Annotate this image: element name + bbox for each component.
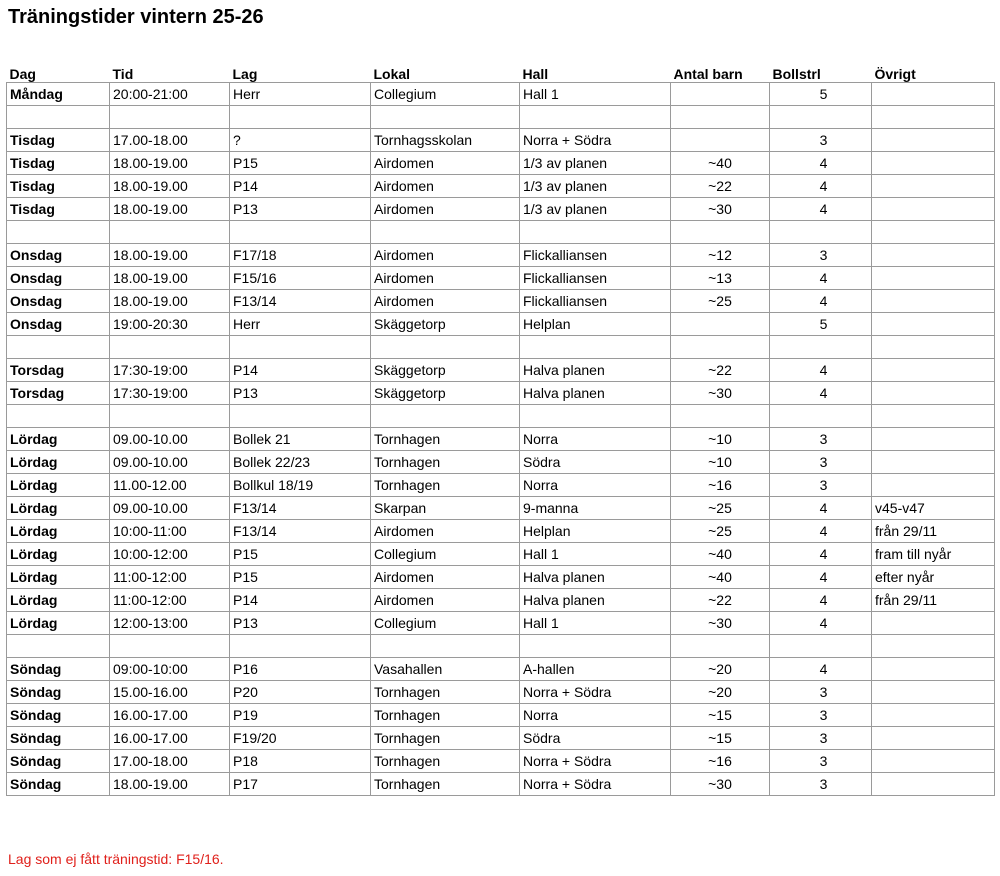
cell-antal-barn: ~25 (671, 290, 770, 313)
cell-lokal: Tornhagen (371, 474, 520, 497)
cell-lokal: Collegium (371, 543, 520, 566)
cell-tid (110, 336, 230, 359)
cell-ovrigt (872, 290, 995, 313)
cell-antal-barn: ~15 (671, 727, 770, 750)
cell-hall: Halva planen (520, 359, 671, 382)
cell-lokal: Tornhagen (371, 750, 520, 773)
cell-hall: Halva planen (520, 589, 671, 612)
cell-lokal: Skäggetorp (371, 359, 520, 382)
cell-tid: 18.00-19.00 (110, 773, 230, 796)
cell-hall: Norra + Södra (520, 773, 671, 796)
cell-lokal: Airdomen (371, 198, 520, 221)
cell-hall: Norra (520, 704, 671, 727)
cell-ovrigt (872, 451, 995, 474)
cell-antal-barn: ~22 (671, 589, 770, 612)
cell-hall: Norra + Södra (520, 750, 671, 773)
cell-hall: 1/3 av planen (520, 198, 671, 221)
cell-tid: 18.00-19.00 (110, 290, 230, 313)
cell-dag: Söndag (7, 681, 110, 704)
cell-ovrigt (872, 681, 995, 704)
cell-tid: 19:00-20:30 (110, 313, 230, 336)
cell-bollstrl: 5 (770, 313, 872, 336)
cell-ovrigt (872, 336, 995, 359)
cell-ovrigt (872, 129, 995, 152)
cell-bollstrl: 3 (770, 428, 872, 451)
cell-ovrigt (872, 267, 995, 290)
cell-tid: 17.00-18.00 (110, 750, 230, 773)
cell-lokal (371, 336, 520, 359)
cell-tid: 11:00-12:00 (110, 566, 230, 589)
cell-tid: 10:00-11:00 (110, 520, 230, 543)
cell-tid (110, 635, 230, 658)
cell-bollstrl: 3 (770, 727, 872, 750)
table-row (7, 290, 995, 313)
column-header-hall: Hall (522, 66, 549, 82)
cell-tid: 18.00-19.00 (110, 152, 230, 175)
cell-dag (7, 221, 110, 244)
cell-hall (520, 635, 671, 658)
table-row (7, 175, 995, 198)
cell-lag: F13/14 (230, 497, 371, 520)
cell-bollstrl: 5 (770, 83, 872, 106)
cell-hall: Hall 1 (520, 543, 671, 566)
cell-lag: Herr (230, 83, 371, 106)
cell-lokal (371, 635, 520, 658)
cell-antal-barn: ~16 (671, 750, 770, 773)
cell-dag: Lördag (7, 543, 110, 566)
cell-dag: Söndag (7, 773, 110, 796)
cell-ovrigt (872, 704, 995, 727)
cell-bollstrl: 3 (770, 451, 872, 474)
cell-hall: Norra (520, 474, 671, 497)
cell-hall: Södra (520, 727, 671, 750)
cell-tid: 18.00-19.00 (110, 244, 230, 267)
cell-ovrigt (872, 405, 995, 428)
cell-dag: Tisdag (7, 198, 110, 221)
table-row (7, 267, 995, 290)
cell-lag: P15 (230, 566, 371, 589)
cell-hall (520, 405, 671, 428)
cell-ovrigt: v45-v47 (872, 497, 995, 520)
cell-lag: P14 (230, 359, 371, 382)
cell-tid: 09.00-10.00 (110, 428, 230, 451)
cell-bollstrl: 4 (770, 520, 872, 543)
cell-ovrigt (872, 428, 995, 451)
cell-bollstrl: 4 (770, 658, 872, 681)
table-row (7, 589, 995, 612)
cell-dag: Tisdag (7, 129, 110, 152)
cell-tid: 10:00-12:00 (110, 543, 230, 566)
cell-ovrigt (872, 612, 995, 635)
cell-dag: Lördag (7, 497, 110, 520)
table-row (7, 773, 995, 796)
column-header-lag: Lag (232, 66, 258, 82)
column-header-antal-barn: Antal barn (673, 66, 743, 82)
cell-lag: Bollkul 18/19 (230, 474, 371, 497)
cell-ovrigt (872, 198, 995, 221)
cell-dag: Onsdag (7, 267, 110, 290)
table-row (7, 129, 995, 152)
column-header-lokal: Lokal (373, 66, 411, 82)
column-header-ovrigt: Övrigt (874, 66, 916, 82)
cell-bollstrl: 4 (770, 290, 872, 313)
cell-tid: 16.00-17.00 (110, 727, 230, 750)
cell-ovrigt (872, 635, 995, 658)
table-row (7, 566, 995, 589)
cell-lag: P20 (230, 681, 371, 704)
table-row (7, 750, 995, 773)
table-row (7, 658, 995, 681)
cell-antal-barn: ~15 (671, 704, 770, 727)
cell-antal-barn: ~13 (671, 267, 770, 290)
cell-lokal: Vasahallen (371, 658, 520, 681)
cell-antal-barn (671, 313, 770, 336)
cell-antal-barn (671, 405, 770, 428)
cell-antal-barn: ~25 (671, 497, 770, 520)
column-header-tid: Tid (112, 66, 134, 82)
cell-ovrigt (872, 313, 995, 336)
cell-tid: 17:30-19:00 (110, 359, 230, 382)
table-row (7, 359, 995, 382)
cell-ovrigt: efter nyår (872, 566, 995, 589)
cell-lag: P17 (230, 773, 371, 796)
spacer-row (7, 635, 995, 658)
cell-lokal: Tornhagen (371, 704, 520, 727)
cell-dag: Söndag (7, 727, 110, 750)
cell-antal-barn: ~22 (671, 175, 770, 198)
cell-dag: Lördag (7, 612, 110, 635)
cell-antal-barn: ~16 (671, 474, 770, 497)
cell-bollstrl (770, 635, 872, 658)
spacer-row (7, 405, 995, 428)
cell-bollstrl: 4 (770, 566, 872, 589)
cell-bollstrl: 3 (770, 773, 872, 796)
cell-dag: Lördag (7, 451, 110, 474)
cell-hall: Halva planen (520, 382, 671, 405)
cell-tid (110, 221, 230, 244)
table-row (7, 451, 995, 474)
cell-lag (230, 221, 371, 244)
cell-lag (230, 405, 371, 428)
cell-tid: 18.00-19.00 (110, 175, 230, 198)
cell-dag: Måndag (7, 83, 110, 106)
cell-antal-barn: ~25 (671, 520, 770, 543)
cell-hall: Norra + Södra (520, 681, 671, 704)
cell-hall: A-hallen (520, 658, 671, 681)
cell-dag (7, 106, 110, 129)
cell-ovrigt: från 29/11 (872, 520, 995, 543)
cell-dag (7, 336, 110, 359)
cell-ovrigt (872, 658, 995, 681)
column-header-bollstrl: Bollstrl (772, 66, 821, 82)
cell-antal-barn (671, 221, 770, 244)
table-row (7, 198, 995, 221)
cell-dag: Lördag (7, 474, 110, 497)
cell-dag: Torsdag (7, 359, 110, 382)
cell-antal-barn (671, 336, 770, 359)
cell-lokal: Airdomen (371, 244, 520, 267)
cell-bollstrl: 3 (770, 244, 872, 267)
cell-bollstrl: 3 (770, 474, 872, 497)
cell-lokal: Skarpan (371, 497, 520, 520)
cell-lag: F19/20 (230, 727, 371, 750)
cell-lokal: Tornhagsskolan (371, 129, 520, 152)
cell-hall: 9-manna (520, 497, 671, 520)
cell-ovrigt (872, 474, 995, 497)
cell-ovrigt (872, 152, 995, 175)
cell-ovrigt (872, 106, 995, 129)
cell-lag (230, 635, 371, 658)
schedule-table (6, 60, 995, 796)
cell-ovrigt (872, 359, 995, 382)
cell-bollstrl (770, 336, 872, 359)
cell-dag: Torsdag (7, 382, 110, 405)
cell-tid: 17:30-19:00 (110, 382, 230, 405)
cell-hall: Hall 1 (520, 83, 671, 106)
cell-lag: P15 (230, 152, 371, 175)
cell-tid: 16.00-17.00 (110, 704, 230, 727)
cell-lokal: Tornhagen (371, 727, 520, 750)
cell-tid: 09:00-10:00 (110, 658, 230, 681)
cell-hall: Norra (520, 428, 671, 451)
cell-antal-barn: ~20 (671, 658, 770, 681)
cell-lokal (371, 106, 520, 129)
document-title: Träningstider vintern 25-26 (8, 6, 264, 28)
cell-bollstrl: 4 (770, 589, 872, 612)
cell-lag: P14 (230, 589, 371, 612)
cell-lag (230, 336, 371, 359)
table-row (7, 382, 995, 405)
cell-lokal: Airdomen (371, 589, 520, 612)
cell-tid: 11:00-12:00 (110, 589, 230, 612)
table-row (7, 313, 995, 336)
cell-lokal (371, 405, 520, 428)
table-row (7, 727, 995, 750)
cell-tid: 12:00-13:00 (110, 612, 230, 635)
cell-tid: 09.00-10.00 (110, 497, 230, 520)
footnote-unscheduled-teams: Lag som ej fått träningstid: F15/16. (8, 851, 224, 867)
cell-dag: Onsdag (7, 244, 110, 267)
cell-bollstrl: 4 (770, 497, 872, 520)
cell-tid (110, 106, 230, 129)
cell-tid: 09.00-10.00 (110, 451, 230, 474)
table-row (7, 152, 995, 175)
cell-lokal: Tornhagen (371, 451, 520, 474)
cell-antal-barn: ~12 (671, 244, 770, 267)
cell-ovrigt (872, 244, 995, 267)
table-row (7, 520, 995, 543)
cell-tid: 11.00-12.00 (110, 474, 230, 497)
cell-bollstrl: 3 (770, 704, 872, 727)
cell-lokal: Airdomen (371, 566, 520, 589)
cell-ovrigt (872, 750, 995, 773)
cell-dag: Lördag (7, 566, 110, 589)
cell-bollstrl: 4 (770, 612, 872, 635)
cell-lag: F13/14 (230, 290, 371, 313)
cell-ovrigt: från 29/11 (872, 589, 995, 612)
cell-lag: P14 (230, 175, 371, 198)
cell-ovrigt (872, 175, 995, 198)
cell-hall: Flickalliansen (520, 267, 671, 290)
cell-bollstrl: 4 (770, 543, 872, 566)
cell-lag: P16 (230, 658, 371, 681)
cell-antal-barn: ~30 (671, 382, 770, 405)
cell-dag: Tisdag (7, 175, 110, 198)
cell-hall: Helplan (520, 313, 671, 336)
cell-antal-barn: ~30 (671, 198, 770, 221)
cell-bollstrl: 4 (770, 152, 872, 175)
cell-dag: Onsdag (7, 313, 110, 336)
cell-ovrigt (872, 382, 995, 405)
cell-antal-barn: ~40 (671, 543, 770, 566)
cell-lokal: Tornhagen (371, 428, 520, 451)
cell-hall: Flickalliansen (520, 244, 671, 267)
cell-bollstrl: 4 (770, 382, 872, 405)
cell-hall: Södra (520, 451, 671, 474)
cell-dag: Söndag (7, 704, 110, 727)
cell-antal-barn (671, 129, 770, 152)
cell-lokal: Airdomen (371, 290, 520, 313)
cell-bollstrl (770, 221, 872, 244)
cell-dag: Tisdag (7, 152, 110, 175)
cell-hall (520, 221, 671, 244)
cell-lokal: Airdomen (371, 520, 520, 543)
cell-bollstrl (770, 106, 872, 129)
cell-dag: Lördag (7, 589, 110, 612)
table-row (7, 474, 995, 497)
cell-hall: Hall 1 (520, 612, 671, 635)
cell-lag (230, 106, 371, 129)
cell-ovrigt: fram till nyår (872, 543, 995, 566)
cell-dag: Lördag (7, 520, 110, 543)
cell-lag: Bollek 21 (230, 428, 371, 451)
cell-lag: F17/18 (230, 244, 371, 267)
cell-dag: Söndag (7, 750, 110, 773)
cell-lag: P13 (230, 382, 371, 405)
cell-lokal: Airdomen (371, 152, 520, 175)
header-row (7, 60, 995, 83)
cell-antal-barn: ~40 (671, 152, 770, 175)
spacer-row (7, 106, 995, 129)
cell-antal-barn: ~40 (671, 566, 770, 589)
cell-lokal: Collegium (371, 612, 520, 635)
cell-tid: 18.00-19.00 (110, 198, 230, 221)
cell-antal-barn: ~22 (671, 359, 770, 382)
cell-lag: Bollek 22/23 (230, 451, 371, 474)
cell-hall (520, 106, 671, 129)
table-row (7, 681, 995, 704)
cell-hall: Flickalliansen (520, 290, 671, 313)
schedule-body (7, 83, 995, 796)
spacer-row (7, 221, 995, 244)
cell-lokal: Tornhagen (371, 681, 520, 704)
table-row (7, 497, 995, 520)
cell-antal-barn: ~30 (671, 612, 770, 635)
cell-antal-barn (671, 83, 770, 106)
cell-lokal (371, 221, 520, 244)
cell-hall: 1/3 av planen (520, 152, 671, 175)
table-row (7, 704, 995, 727)
table-row (7, 244, 995, 267)
cell-dag: Lördag (7, 428, 110, 451)
cell-bollstrl: 3 (770, 681, 872, 704)
table-row (7, 612, 995, 635)
cell-hall: Norra + Södra (520, 129, 671, 152)
cell-bollstrl: 4 (770, 267, 872, 290)
cell-tid: 15.00-16.00 (110, 681, 230, 704)
column-header-dag: Dag (9, 66, 36, 82)
cell-hall (520, 336, 671, 359)
cell-lokal: Collegium (371, 83, 520, 106)
cell-lokal: Airdomen (371, 267, 520, 290)
cell-ovrigt (872, 221, 995, 244)
cell-bollstrl (770, 405, 872, 428)
cell-bollstrl: 3 (770, 129, 872, 152)
cell-hall: Helplan (520, 520, 671, 543)
cell-lag: Herr (230, 313, 371, 336)
cell-tid: 18.00-19.00 (110, 267, 230, 290)
cell-antal-barn: ~10 (671, 451, 770, 474)
cell-lag: F13/14 (230, 520, 371, 543)
cell-tid: 17.00-18.00 (110, 129, 230, 152)
cell-antal-barn: ~20 (671, 681, 770, 704)
cell-hall: Halva planen (520, 566, 671, 589)
cell-bollstrl: 3 (770, 750, 872, 773)
cell-lag: ? (230, 129, 371, 152)
cell-antal-barn (671, 106, 770, 129)
table-row (7, 428, 995, 451)
cell-dag (7, 405, 110, 428)
cell-ovrigt (872, 727, 995, 750)
table-row (7, 543, 995, 566)
cell-lag: P13 (230, 198, 371, 221)
cell-antal-barn: ~10 (671, 428, 770, 451)
cell-ovrigt (872, 83, 995, 106)
cell-lag: P13 (230, 612, 371, 635)
cell-lokal: Skäggetorp (371, 313, 520, 336)
cell-lag: F15/16 (230, 267, 371, 290)
cell-bollstrl: 4 (770, 198, 872, 221)
cell-antal-barn: ~30 (671, 773, 770, 796)
cell-dag: Söndag (7, 658, 110, 681)
cell-hall: 1/3 av planen (520, 175, 671, 198)
cell-lag: P19 (230, 704, 371, 727)
cell-lokal: Tornhagen (371, 773, 520, 796)
spacer-row (7, 336, 995, 359)
cell-lag: P18 (230, 750, 371, 773)
cell-bollstrl: 4 (770, 175, 872, 198)
cell-lokal: Skäggetorp (371, 382, 520, 405)
table-row (7, 83, 995, 106)
cell-dag: Onsdag (7, 290, 110, 313)
cell-tid (110, 405, 230, 428)
cell-dag (7, 635, 110, 658)
cell-lokal: Airdomen (371, 175, 520, 198)
cell-tid: 20:00-21:00 (110, 83, 230, 106)
cell-lag: P15 (230, 543, 371, 566)
cell-ovrigt (872, 773, 995, 796)
cell-bollstrl: 4 (770, 359, 872, 382)
cell-antal-barn (671, 635, 770, 658)
